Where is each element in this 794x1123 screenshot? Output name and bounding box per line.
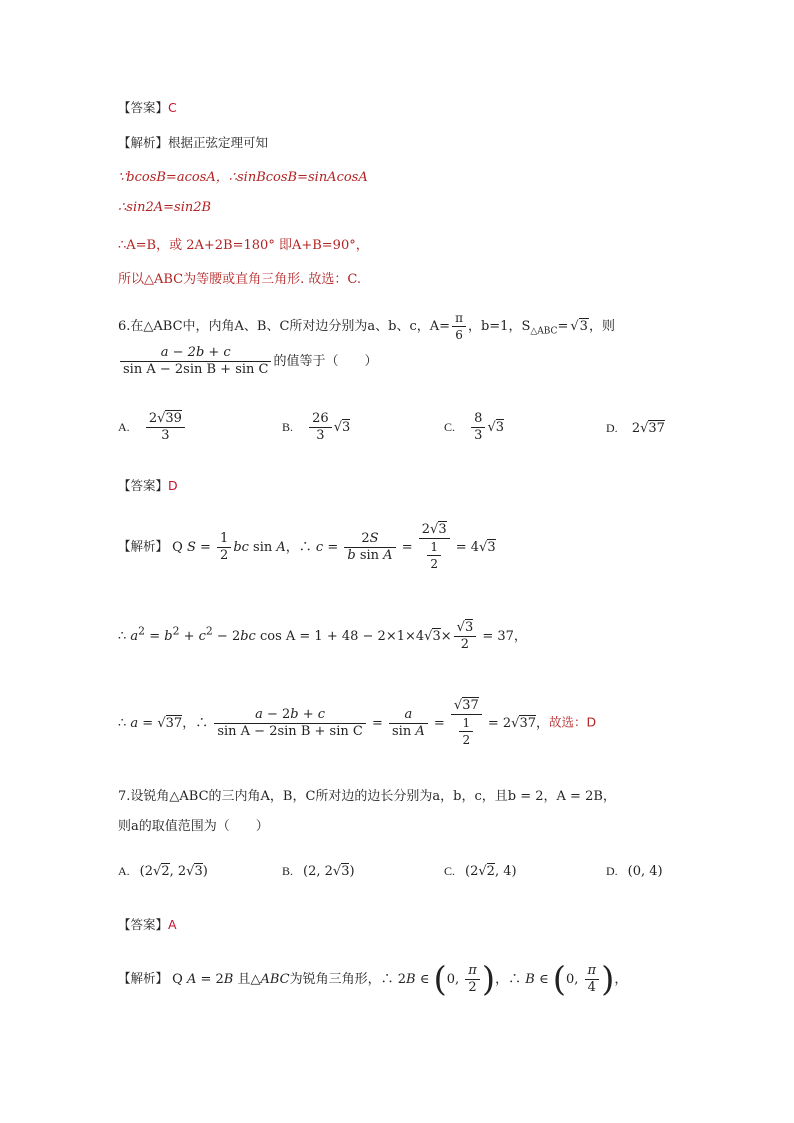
q6-main-fraction: [120, 345, 271, 378]
q6-answer-label: 【答案】: [118, 478, 169, 493]
q7-option-a-label: A.: [118, 864, 130, 878]
q7-answer-label: 【答案】: [118, 917, 169, 932]
q5-answer-label: 【答案】: [118, 100, 169, 115]
q7-option-b-label: B.: [282, 864, 294, 878]
q6-analysis-3-math: ∴ a = √37，∴ $\frac{a - 2b + c}{\text{sin A − 2sin B + sin C}}$ = $\frac{a}{\text{sin A}}$ = $\frac{√37}{\frac{1}{2}}$ = 2√37，: [118, 698, 550, 747]
q6-option-c: C. $\frac{8}{3}$ √3: [444, 411, 505, 443]
q5-answer-line: [118, 98, 177, 116]
q6-main-num: a − 2b + c: [120, 345, 271, 362]
q6-analysis-label: 【解析】: [118, 538, 169, 554]
q5-step1: ∵bcosB=acosA，∴sinBcosB=sinAcosA: [118, 170, 368, 185]
q6-option-a: [118, 411, 187, 444]
q6-option-a-num: 2√39: [146, 411, 185, 428]
q7-option-c-value: (2√2, 4): [465, 864, 517, 879]
q7-option-d-label: D.: [606, 864, 618, 878]
q6-option-c-label: C.: [444, 420, 456, 434]
q6-option-b-den: 3: [316, 428, 325, 443]
q6-option-b-label: B.: [282, 420, 294, 434]
q6-main-den: sin A − 2sin B + sin C: [123, 362, 269, 377]
q6-stem-prefix: 6.在△ABC中，内角A、B、C所对边分别为a、b、c，A=: [118, 319, 451, 334]
q7-option-b-value: (2, 2√3): [303, 864, 355, 879]
q6-option-d-label: D.: [606, 421, 618, 435]
q7-answer-value: A: [168, 917, 177, 932]
q6-stem-mid: ，b=1，S: [467, 319, 531, 334]
q6-stem-fraction-line: [118, 345, 378, 378]
q6-option-c-num: 8: [471, 411, 485, 428]
q6-stem-line1: 6.在△ABC中，内角A、B、C所对边分别为a、b、c，A= $\frac{\pi}{6}$ ，b=1，$S_{\triangle ABC}= √3$，则: [118, 311, 615, 342]
q7-option-d-value: (0, 4): [627, 864, 663, 879]
q6-analysis-2: [118, 620, 527, 653]
q6-analysis-3: [118, 698, 596, 748]
q6-analysis-2-math: ∴ $a^2 = b^2 + c^2 - 2bc$ cos A = 1 + 48 − 2×1×4√3× $\frac{√3}{2}$ = 37，: [118, 620, 527, 652]
q6-option-b: B. $\frac{26}{3}$ √3: [282, 411, 351, 443]
q6-option-d-value: 2√37: [631, 421, 665, 436]
q6-option-a-label: A.: [118, 420, 130, 434]
q7-option-c: [444, 864, 517, 879]
q7-stem-line1: 7.设锐角△ABC的三内角A，B，C所对边的边长分别为a，b，c，且b = 2，A = 2B，: [118, 789, 616, 804]
q6-angle-den: 6: [455, 328, 463, 342]
q6-stem-eq: =: [557, 319, 569, 334]
q6-angle-fraction: [452, 310, 466, 343]
q7-stem-line2: 则a的取值范围为（ ）: [118, 819, 269, 834]
q6-sqrt3-radicand: 3: [579, 319, 588, 334]
q6-option-a-den: 3: [161, 428, 170, 443]
q6-option-b-frac: [309, 411, 332, 444]
q7-option-b: [282, 864, 355, 879]
q6-option-b-num: 26: [309, 411, 332, 428]
q5-answer-value: C: [168, 100, 177, 115]
q5-analysis-label: 【解析】: [118, 135, 169, 150]
q7-option-a: [118, 864, 208, 879]
q5-step2: ∴sin2A=sin2B: [118, 200, 212, 215]
q6-stem-suffix: ，则: [588, 319, 615, 334]
q7-option-a-value: (2√2, 2√3): [139, 864, 208, 879]
q5-step3: ∴A=B，或 2A+2B=180° 即A+B=90°，: [118, 238, 369, 253]
q5-analysis-text: 根据正弦定理可知: [168, 135, 269, 150]
q7-answer-line: [118, 915, 177, 933]
q6-analysis-1-math: Q S = $\frac{1}{2}$ bc sin A，∴ c = $\frac{2S}{\text{b sin A}}$ = $\frac{2√3}{\frac{1}{2}}$ = 4√3: [172, 522, 496, 571]
q6-answer-value: D: [168, 478, 178, 493]
q5-conclusion: 所以△ABC为等腰或直角三角形. 故选：C.: [118, 272, 362, 287]
q6-option-a-value: [146, 411, 185, 444]
q6-area-subscript: △ABC: [530, 326, 558, 337]
q6-angle-num: π: [452, 310, 466, 327]
q7-option-d: [606, 864, 663, 879]
q7-option-c-label: C.: [444, 864, 456, 878]
q7-analysis-1: [118, 959, 628, 999]
q6-frac-tail: 的值等于（ ）: [273, 354, 378, 369]
q5-analysis-intro: [118, 133, 268, 151]
q7-analysis-1-math: Q A = 2B 且△ABC为锐角三角形，∴ 2B ∈ (0, $\frac{\pi}{2}$ )，∴ B ∈ (0, $\frac{\pi}{4}$ )，: [172, 959, 628, 999]
q6-option-d: [606, 421, 665, 436]
q7-analysis-label: 【解析】: [118, 970, 169, 986]
q6-answer-line: [118, 476, 178, 494]
q6-analysis-1: [118, 522, 496, 572]
q6-analysis-3-choice: 故选：D: [549, 714, 597, 730]
q6-option-c-den: 3: [474, 428, 483, 443]
q6-sqrt3: [579, 319, 589, 334]
q6-option-c-frac: [471, 411, 485, 444]
